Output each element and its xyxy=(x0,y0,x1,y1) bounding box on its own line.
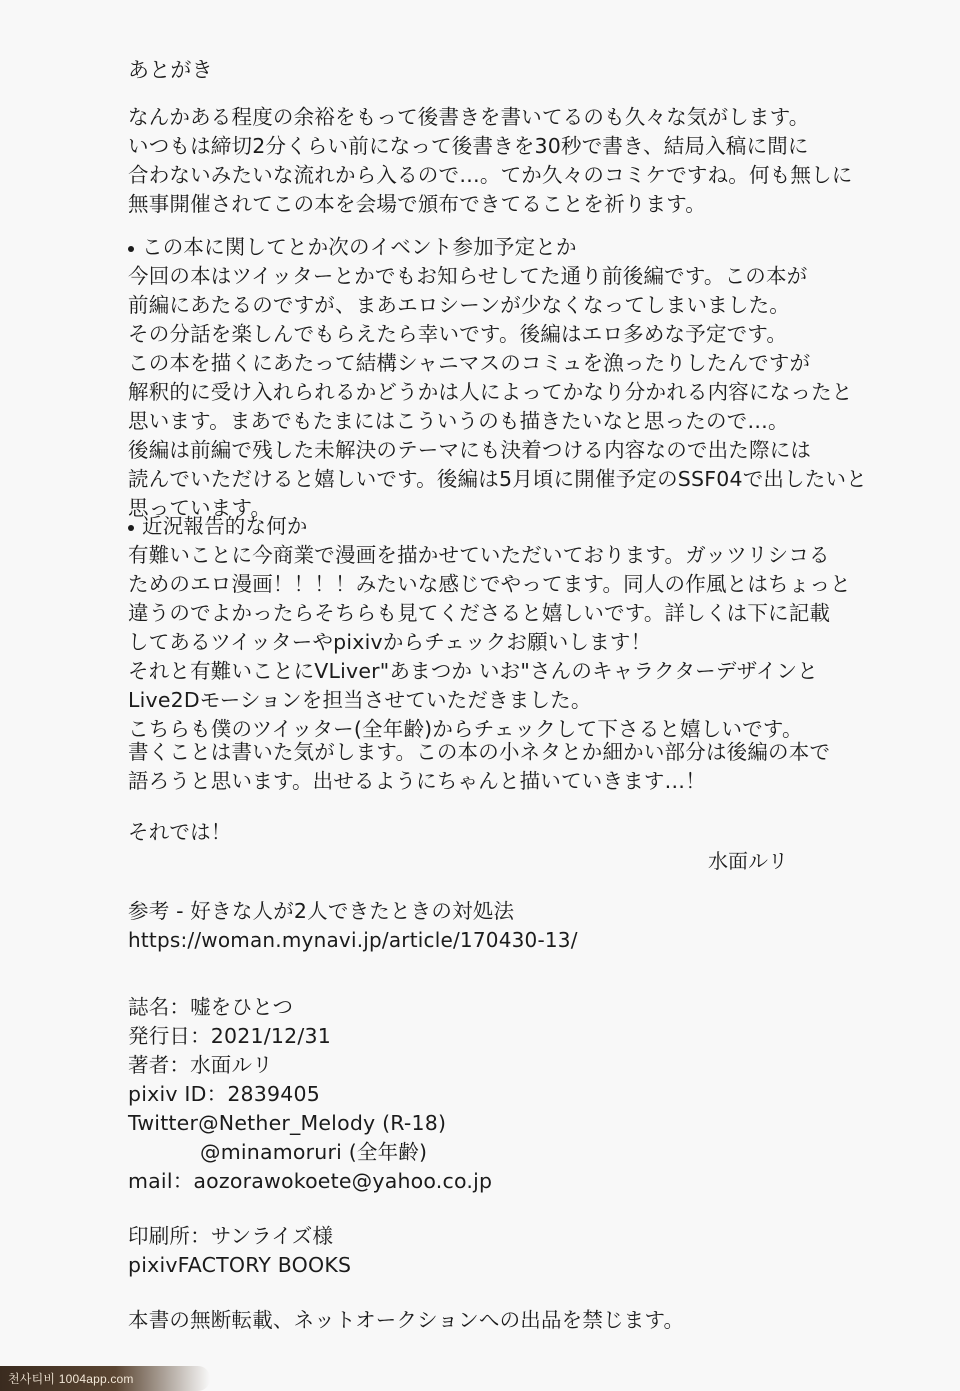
section2-line-7: こちらも僕のツイッター(全年齢)からチェックして下さると嬉しいです。 xyxy=(128,717,803,741)
colophon-twitter-all-ages: @minamoruri (全年齢) xyxy=(200,1140,428,1164)
colophon-mail: mail：aozorawokoete@yahoo.co.jp xyxy=(128,1169,493,1193)
section2-line-2: ためのエロ漫画！！！！みたいな感じでやってます。同人の作風とはちょっと xyxy=(128,572,851,596)
reference-label: 参考 - 好きな人が2人できたときの対処法 xyxy=(128,899,515,923)
intro-line-3: 合わないみたいな流れから入るので…。てか久々のコミケですね。何も無しに xyxy=(128,163,853,187)
section-book-info-heading xyxy=(128,233,577,261)
afterword-title: あとがき xyxy=(128,58,213,82)
reprint-notice: 本書の無断転載、ネットオークションへの出品を禁じます。 xyxy=(128,1308,685,1332)
author-signature: 水面ルリ xyxy=(708,849,788,873)
watermark-text: 천사티비 1004app.com xyxy=(8,1372,134,1386)
section1-line-7: 後編は前編で残した未解決のテーマにも決着つける内容なので出た際には xyxy=(128,438,812,462)
intro-line-4: 無事開催されてこの本を会場で頒布できてることを祈ります。 xyxy=(128,192,706,216)
section2-line-4: してあるツイッターやpixivからチェックお願いします！ xyxy=(128,630,652,654)
section2-line-6: Live2Dモーションを担当させていただきました。 xyxy=(128,688,592,712)
colophon-author: 著者：水面ルリ xyxy=(128,1053,273,1077)
section1-line-1: 今回の本はツイッターとかでもお知らせしてた通り前後編です。この本が xyxy=(128,264,808,288)
reference-url: https://woman.mynavi.jp/article/170430-13/ xyxy=(128,928,578,952)
section-heading-text: この本に関してとか次のイベント参加予定とか xyxy=(142,235,577,259)
colophon-printer-name: pixivFACTORY BOOKS xyxy=(128,1253,352,1277)
section1-line-3: その分話を楽しんでもらえたら幸いです。後編はエロ多めな予定です。 xyxy=(128,322,788,346)
section1-line-9: 思っています。 xyxy=(128,496,272,520)
colophon-pixiv-id: pixiv ID：2839405 xyxy=(128,1082,321,1106)
section-heading-text: 近況報告的な何か xyxy=(142,514,308,538)
closing-line-1: 書くことは書いた気がします。この本の小ネタとか細かい部分は後編の本で xyxy=(128,740,831,764)
section-status-report-heading xyxy=(128,512,308,540)
site-watermark xyxy=(0,1366,210,1391)
intro-line-1: なんかある程度の余裕をもって後書きを書いてるのも久々な気がします。 xyxy=(128,105,810,129)
section2-line-3: 違うのでよかったらそちらも見てくださると嬉しいです。詳しくは下に記載 xyxy=(128,601,831,625)
section2-line-1: 有難いことに今商業で漫画を描かせていただいております。ガッツリシコる xyxy=(128,543,830,567)
section1-line-8: 読んでいただけると嬉しいです。後編は5月頃に開催予定のSSF04で出したいと xyxy=(128,467,867,491)
colophon-twitter-r18: Twitter@Nether_Melody (R-18) xyxy=(128,1111,447,1135)
farewell-text: それでは！ xyxy=(128,820,232,844)
intro-line-2: いつもは締切2分くらい前になって後書きを30秒で書き、結局入稿に間に xyxy=(128,134,809,158)
section2-line-5: それと有難いことにVLiver"あまつか いお"さんのキャラクターデザインと xyxy=(128,659,818,683)
section1-line-2: 前編にあたるのですが、まあエロシーンが少なくなってしまいました。 xyxy=(128,293,790,317)
bullet-icon xyxy=(128,246,134,252)
closing-line-2: 語ろうと思います。出せるようにちゃんと描いていきます…！ xyxy=(128,769,706,793)
bullet-icon xyxy=(128,525,134,531)
section1-line-4: この本を描くにあたって結構シャニマスのコミュを漁ったりしたんですが xyxy=(128,351,811,375)
colophon-date: 発行日：2021/12/31 xyxy=(128,1024,331,1048)
colophon-title: 誌名：嘘をひとつ xyxy=(128,995,294,1019)
section1-line-6: 思います。まあでもたまにはこういうのも描きたいなと思ったので…。 xyxy=(128,409,789,433)
section1-line-5: 解釈的に受け入れられるかどうかは人によってかなり分かれる内容になったと xyxy=(128,380,853,404)
colophon-printer: 印刷所：サンライズ様 xyxy=(128,1224,334,1248)
